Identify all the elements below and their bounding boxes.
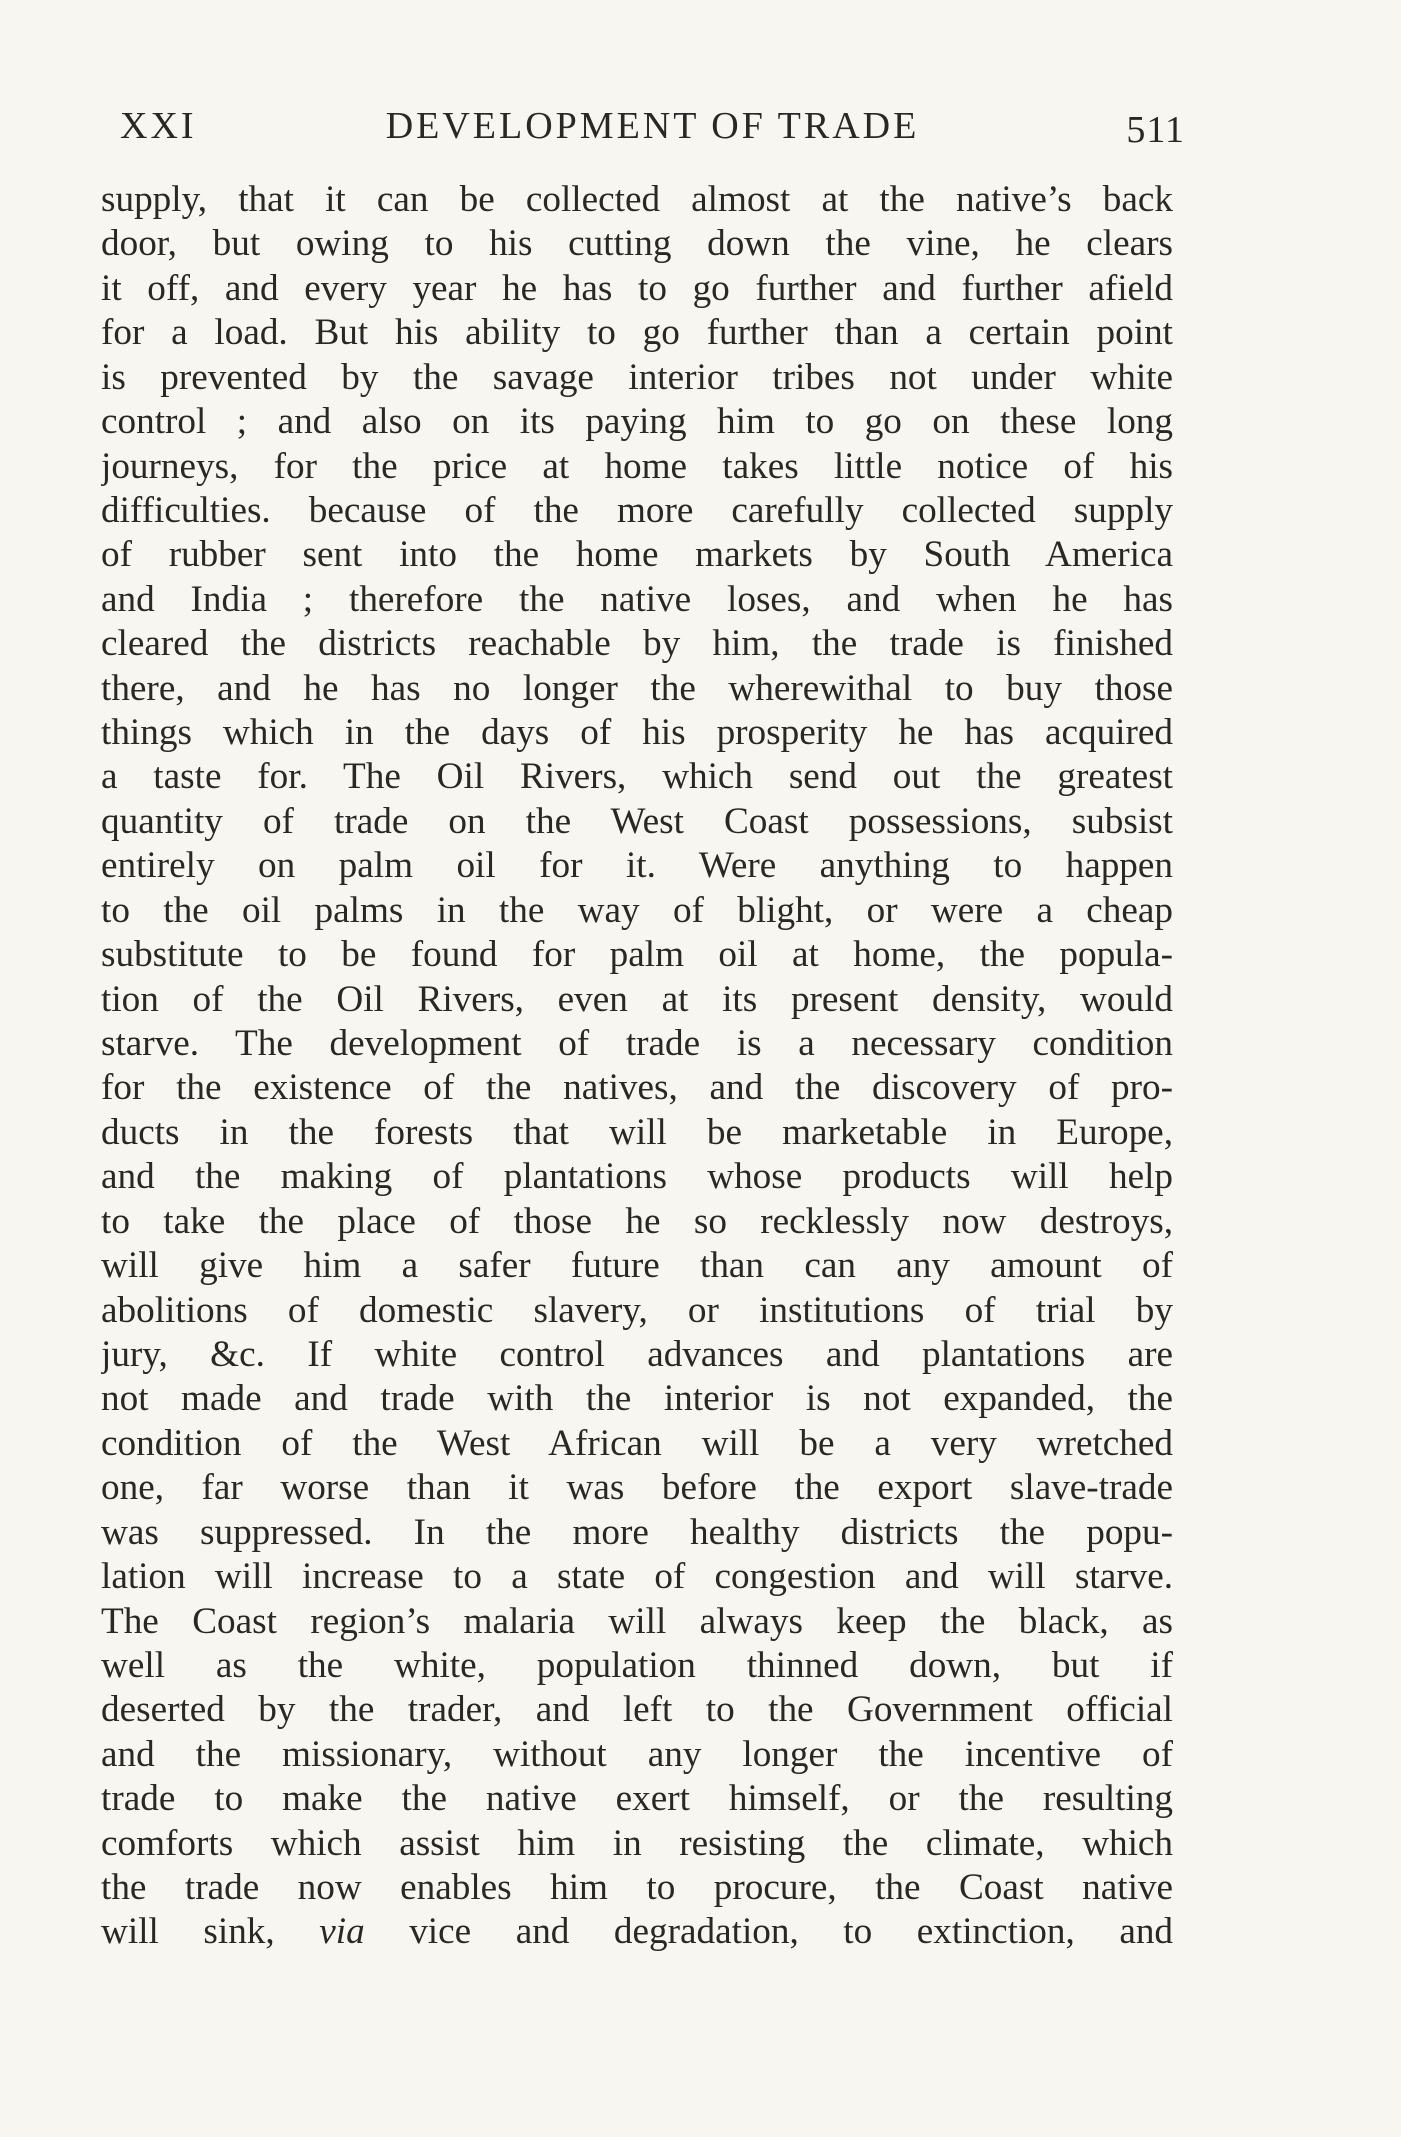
text-line: starve. The development of trade is a necessary condition bbox=[101, 1023, 1173, 1065]
italic-word: via bbox=[319, 1911, 365, 1953]
running-title: DEVELOPMENT OF TRADE bbox=[385, 105, 920, 147]
text-line: it off, and every year he has to go further and further afield bbox=[101, 267, 1173, 309]
text-line: well as the white, population thinned down, but if bbox=[101, 1644, 1173, 1686]
text-line: and the making of plantations whose products will help bbox=[101, 1156, 1173, 1198]
text-line: to take the place of those he so recklessly now destroys, bbox=[101, 1200, 1173, 1242]
text-line: ducts in the forests that will be marketable in Europe, bbox=[101, 1111, 1173, 1153]
text-line: condition of the West African will be a very wretched bbox=[101, 1422, 1173, 1464]
text-line: was suppressed. In the more healthy districts the popu- bbox=[101, 1511, 1173, 1553]
text-line: difficulties. because of the more carefully collected supply bbox=[101, 489, 1173, 531]
text-line: quantity of trade on the West Coast possessions, subsist bbox=[101, 800, 1173, 842]
text-line: cleared the districts reachable by him, the trade is finished bbox=[101, 623, 1173, 665]
page-number: 511 bbox=[1126, 109, 1185, 151]
text-line: supply, that it can be collected almost at the native’s back bbox=[101, 179, 1173, 220]
text-segment: will sink, bbox=[101, 1911, 320, 1953]
text-line: for the existence of the natives, and the discovery of pro- bbox=[101, 1067, 1173, 1109]
text-line: a taste for. The Oil Rivers, which send out the greatest bbox=[101, 756, 1173, 798]
text-line: the trade now enables him to procure, the Coast native bbox=[101, 1867, 1173, 1909]
text-line: trade to make the native exert himself, or the resulting bbox=[101, 1778, 1173, 1820]
text-line: substitute to be found for palm oil at home, the popula- bbox=[101, 934, 1173, 976]
text-line: will give him a safer future than can any amount of bbox=[101, 1245, 1173, 1287]
text-line: tion of the Oil Rivers, even at its present density, would bbox=[101, 978, 1173, 1020]
text-line: comforts which assist him in resisting the climate, which bbox=[101, 1822, 1173, 1864]
text-line: lation will increase to a state of congestion and will starve. bbox=[101, 1556, 1173, 1598]
chapter-number: XXI bbox=[120, 105, 197, 147]
text-line: entirely on palm oil for it. Were anything to happen bbox=[101, 845, 1173, 887]
text-line: of rubber sent into the home markets by South America bbox=[101, 534, 1173, 576]
text-line: journeys, for the price at home takes little notice of his bbox=[101, 445, 1173, 487]
text-line: is prevented by the savage interior tribes not under white bbox=[101, 356, 1173, 398]
text-segment: vice and degradation, to extinction, and bbox=[364, 1911, 1173, 1953]
text-line: jury, &c. If white control advances and plantations are bbox=[101, 1333, 1173, 1375]
text-line: and the missionary, without any longer the incentive of bbox=[101, 1733, 1173, 1775]
text-line: abolitions of domestic slavery, or institutions of trial by bbox=[101, 1289, 1173, 1331]
text-line: for a load. But his ability to go further than a certain point bbox=[101, 312, 1173, 354]
body-text bbox=[101, 178, 1173, 1955]
text-line-last bbox=[101, 1910, 1173, 1954]
text-line: The Coast region’s malaria will always keep the black, as bbox=[101, 1600, 1173, 1642]
text-line: one, far worse than it was before the export slave-trade bbox=[101, 1467, 1173, 1509]
text-line: and India ; therefore the native loses, and when he has bbox=[101, 578, 1173, 620]
text-line: there, and he has no longer the wherewithal to buy those bbox=[101, 667, 1173, 709]
text-line: not made and trade with the interior is not expanded, the bbox=[101, 1378, 1173, 1420]
text-line: door, but owing to his cutting down the vine, he clears bbox=[101, 223, 1173, 265]
text-line: deserted by the trader, and left to the Government official bbox=[101, 1689, 1173, 1731]
running-head bbox=[120, 104, 1185, 154]
text-line: control ; and also on its paying him to go on these long bbox=[101, 401, 1173, 443]
text-line: to the oil palms in the way of blight, or were a cheap bbox=[101, 889, 1173, 931]
text-line: things which in the days of his prosperity he has acquired bbox=[101, 712, 1173, 754]
